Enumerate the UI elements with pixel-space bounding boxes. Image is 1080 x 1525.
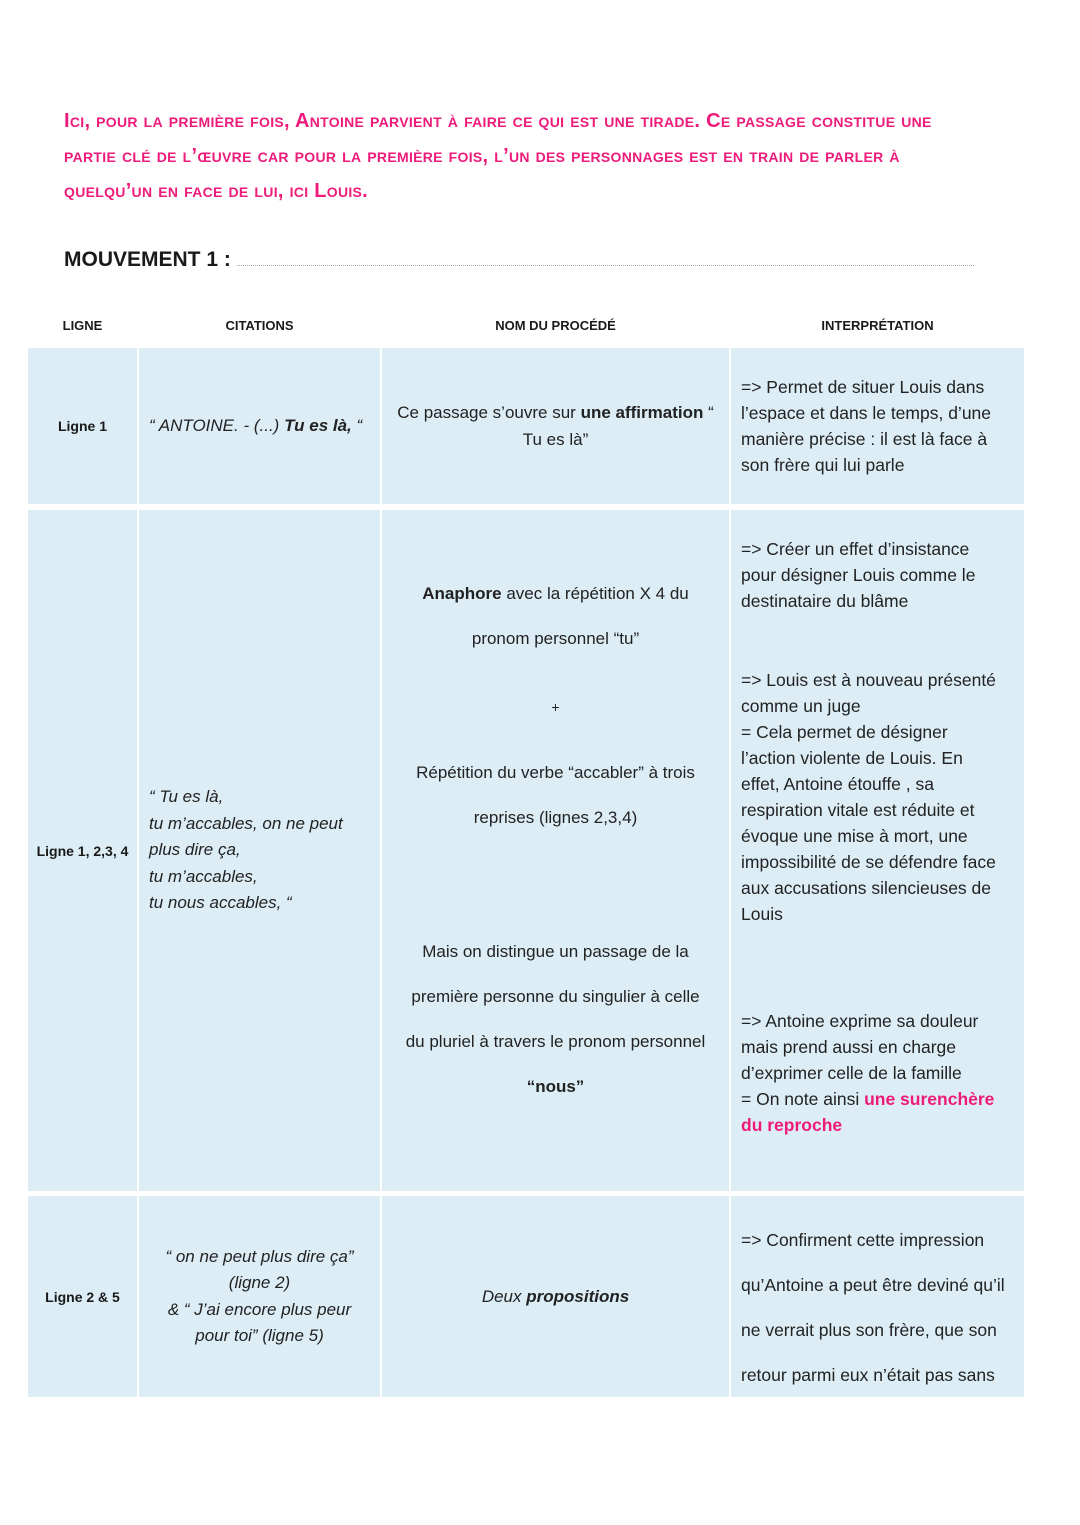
procede-nous: “nous”: [526, 1077, 585, 1096]
procede-text: Ce passage s’ouvre sur: [397, 403, 581, 422]
cell-interpretation: [731, 510, 1024, 1191]
procede-line2: Tu es là”: [522, 430, 589, 449]
citation-line: & “ J’ai encore plus peur: [167, 1299, 352, 1319]
interp-line: => Créer un effet d’insistance: [741, 539, 970, 559]
interp-line: l’action violente de Louis. En: [741, 748, 963, 768]
header-ligne: LIGNE: [62, 318, 103, 333]
cell-ligne: Ligne 1, 2,3, 4: [28, 510, 137, 1191]
citation-bold: Tu es là,: [284, 416, 352, 435]
interp-highlight: du reproche: [741, 1115, 843, 1135]
intro-line-2: partie clé de l’œuvre car pour la première fois, l’un des personnages est en train de parler à: [64, 145, 900, 167]
table-row: [28, 1196, 1024, 1397]
movement-label: MOUVEMENT 1 :: [64, 248, 231, 271]
cell-citation: [139, 1196, 380, 1397]
header-procede: NOM DU PROCÉDÉ: [495, 318, 616, 333]
interp-line: => Antoine exprime sa douleur: [741, 1011, 979, 1031]
interp-line: évoque une mise à mort, une: [741, 826, 968, 846]
procede-bold: une affirmation: [580, 403, 704, 422]
table-row: [28, 510, 1024, 1191]
cell-procede: [382, 1196, 729, 1397]
citation-line: tu m’accables, on ne peut: [149, 813, 343, 833]
cell-interpretation: [731, 1196, 1024, 1397]
procede-rep2: reprises (lignes 2,3,4): [473, 808, 638, 827]
citation-suffix: “: [351, 416, 363, 435]
citation-line: tu m’accables,: [149, 866, 258, 886]
interp-line: manière précise : il est là face à: [741, 429, 988, 449]
interp-line: respiration vitale est réduite et: [741, 800, 975, 820]
interp-line: son frère qui lui parle: [741, 455, 905, 475]
interp-line: destinataire du blâme: [741, 591, 909, 611]
procede-pronom: pronom personnel “tu”: [471, 629, 640, 648]
cell-ligne: Ligne 2 & 5: [28, 1196, 137, 1397]
procede-mais1: Mais on distingue un passage de la: [422, 942, 689, 961]
table-row: [28, 348, 1024, 504]
header-interpretation: INTERPRÉTATION: [821, 318, 934, 333]
citation-line: “ on ne peut plus dire ça”: [165, 1246, 354, 1266]
intro-line-3: quelqu’un en face de lui, ici Louis.: [64, 180, 369, 202]
interp-line: pour désigner Louis comme le: [741, 565, 976, 585]
interp-highlight: une surenchère: [864, 1089, 995, 1109]
cell-citation: [139, 510, 380, 1191]
cell-ligne: Ligne 1: [28, 348, 137, 504]
cell-procede: [382, 348, 729, 504]
header-citations: CITATIONS: [225, 318, 294, 333]
cell-citation: [139, 348, 380, 504]
interp-line: impossibilité de se défendre face: [741, 852, 996, 872]
interp-line: ne verrait plus son frère, que son: [741, 1320, 997, 1340]
interp-line: Louis: [741, 904, 783, 924]
interp-line: effet, Antoine étouffe , sa: [741, 774, 934, 794]
intro-paragraph: [64, 104, 1014, 209]
citation-prefix: “ ANTOINE. - (...): [149, 416, 285, 435]
interp-line: = Cela permet de désigner: [741, 722, 948, 742]
cell-procede: [382, 510, 729, 1191]
procede-rep1: Répétition du verbe “accabler” à trois: [416, 763, 695, 782]
movement-blank-line: [237, 265, 974, 266]
citation-line: pour toi” (ligne 5): [195, 1326, 324, 1345]
interp-line: qu’Antoine a peut être deviné qu’il: [741, 1275, 1005, 1295]
procede-anaphore: Anaphore: [422, 584, 502, 603]
procede-mais3: du pluriel à travers le pronom personnel: [405, 1032, 706, 1051]
table-header: [28, 318, 1024, 338]
procede-plus: +: [551, 699, 560, 715]
interp-line: mais prend aussi en charge: [741, 1037, 956, 1057]
interp-line: d’exprimer celle de la famille: [741, 1063, 962, 1083]
interp-line: => Louis est à nouveau présenté: [741, 670, 996, 690]
interp-line: comme un juge: [741, 696, 861, 716]
interp-line: => Confirment cette impression: [741, 1230, 985, 1250]
intro-line-1: Ici, pour la première fois, Antoine parvient à faire ce qui est une tirade. Ce passage constitue une: [64, 110, 932, 132]
interp-line: => Permet de situer Louis dans: [741, 377, 985, 397]
movement-heading: [64, 246, 974, 272]
interp-line: retour parmi eux n’était pas sans: [741, 1365, 995, 1385]
citation-line: plus dire ça,: [149, 840, 241, 860]
interp-line: l’espace et dans le temps, d’une: [741, 403, 992, 423]
citation-line: (ligne 2): [228, 1273, 291, 1292]
procede-bold: propositions: [526, 1286, 630, 1306]
citation-line: “ Tu es là,: [149, 787, 224, 807]
procede-mais2: première personne du singulier à celle: [411, 987, 700, 1006]
procede-prefix: Deux: [481, 1286, 527, 1306]
interp-line: aux accusations silencieuses de: [741, 878, 992, 898]
procede-anaphore-rest: avec la répétition X 4 du: [501, 584, 689, 603]
procede-quote: “: [703, 403, 714, 422]
citation-line: tu nous accables, “: [149, 893, 292, 913]
interp-last-prefix: = On note ainsi: [741, 1089, 865, 1109]
cell-interpretation: [731, 348, 1024, 504]
